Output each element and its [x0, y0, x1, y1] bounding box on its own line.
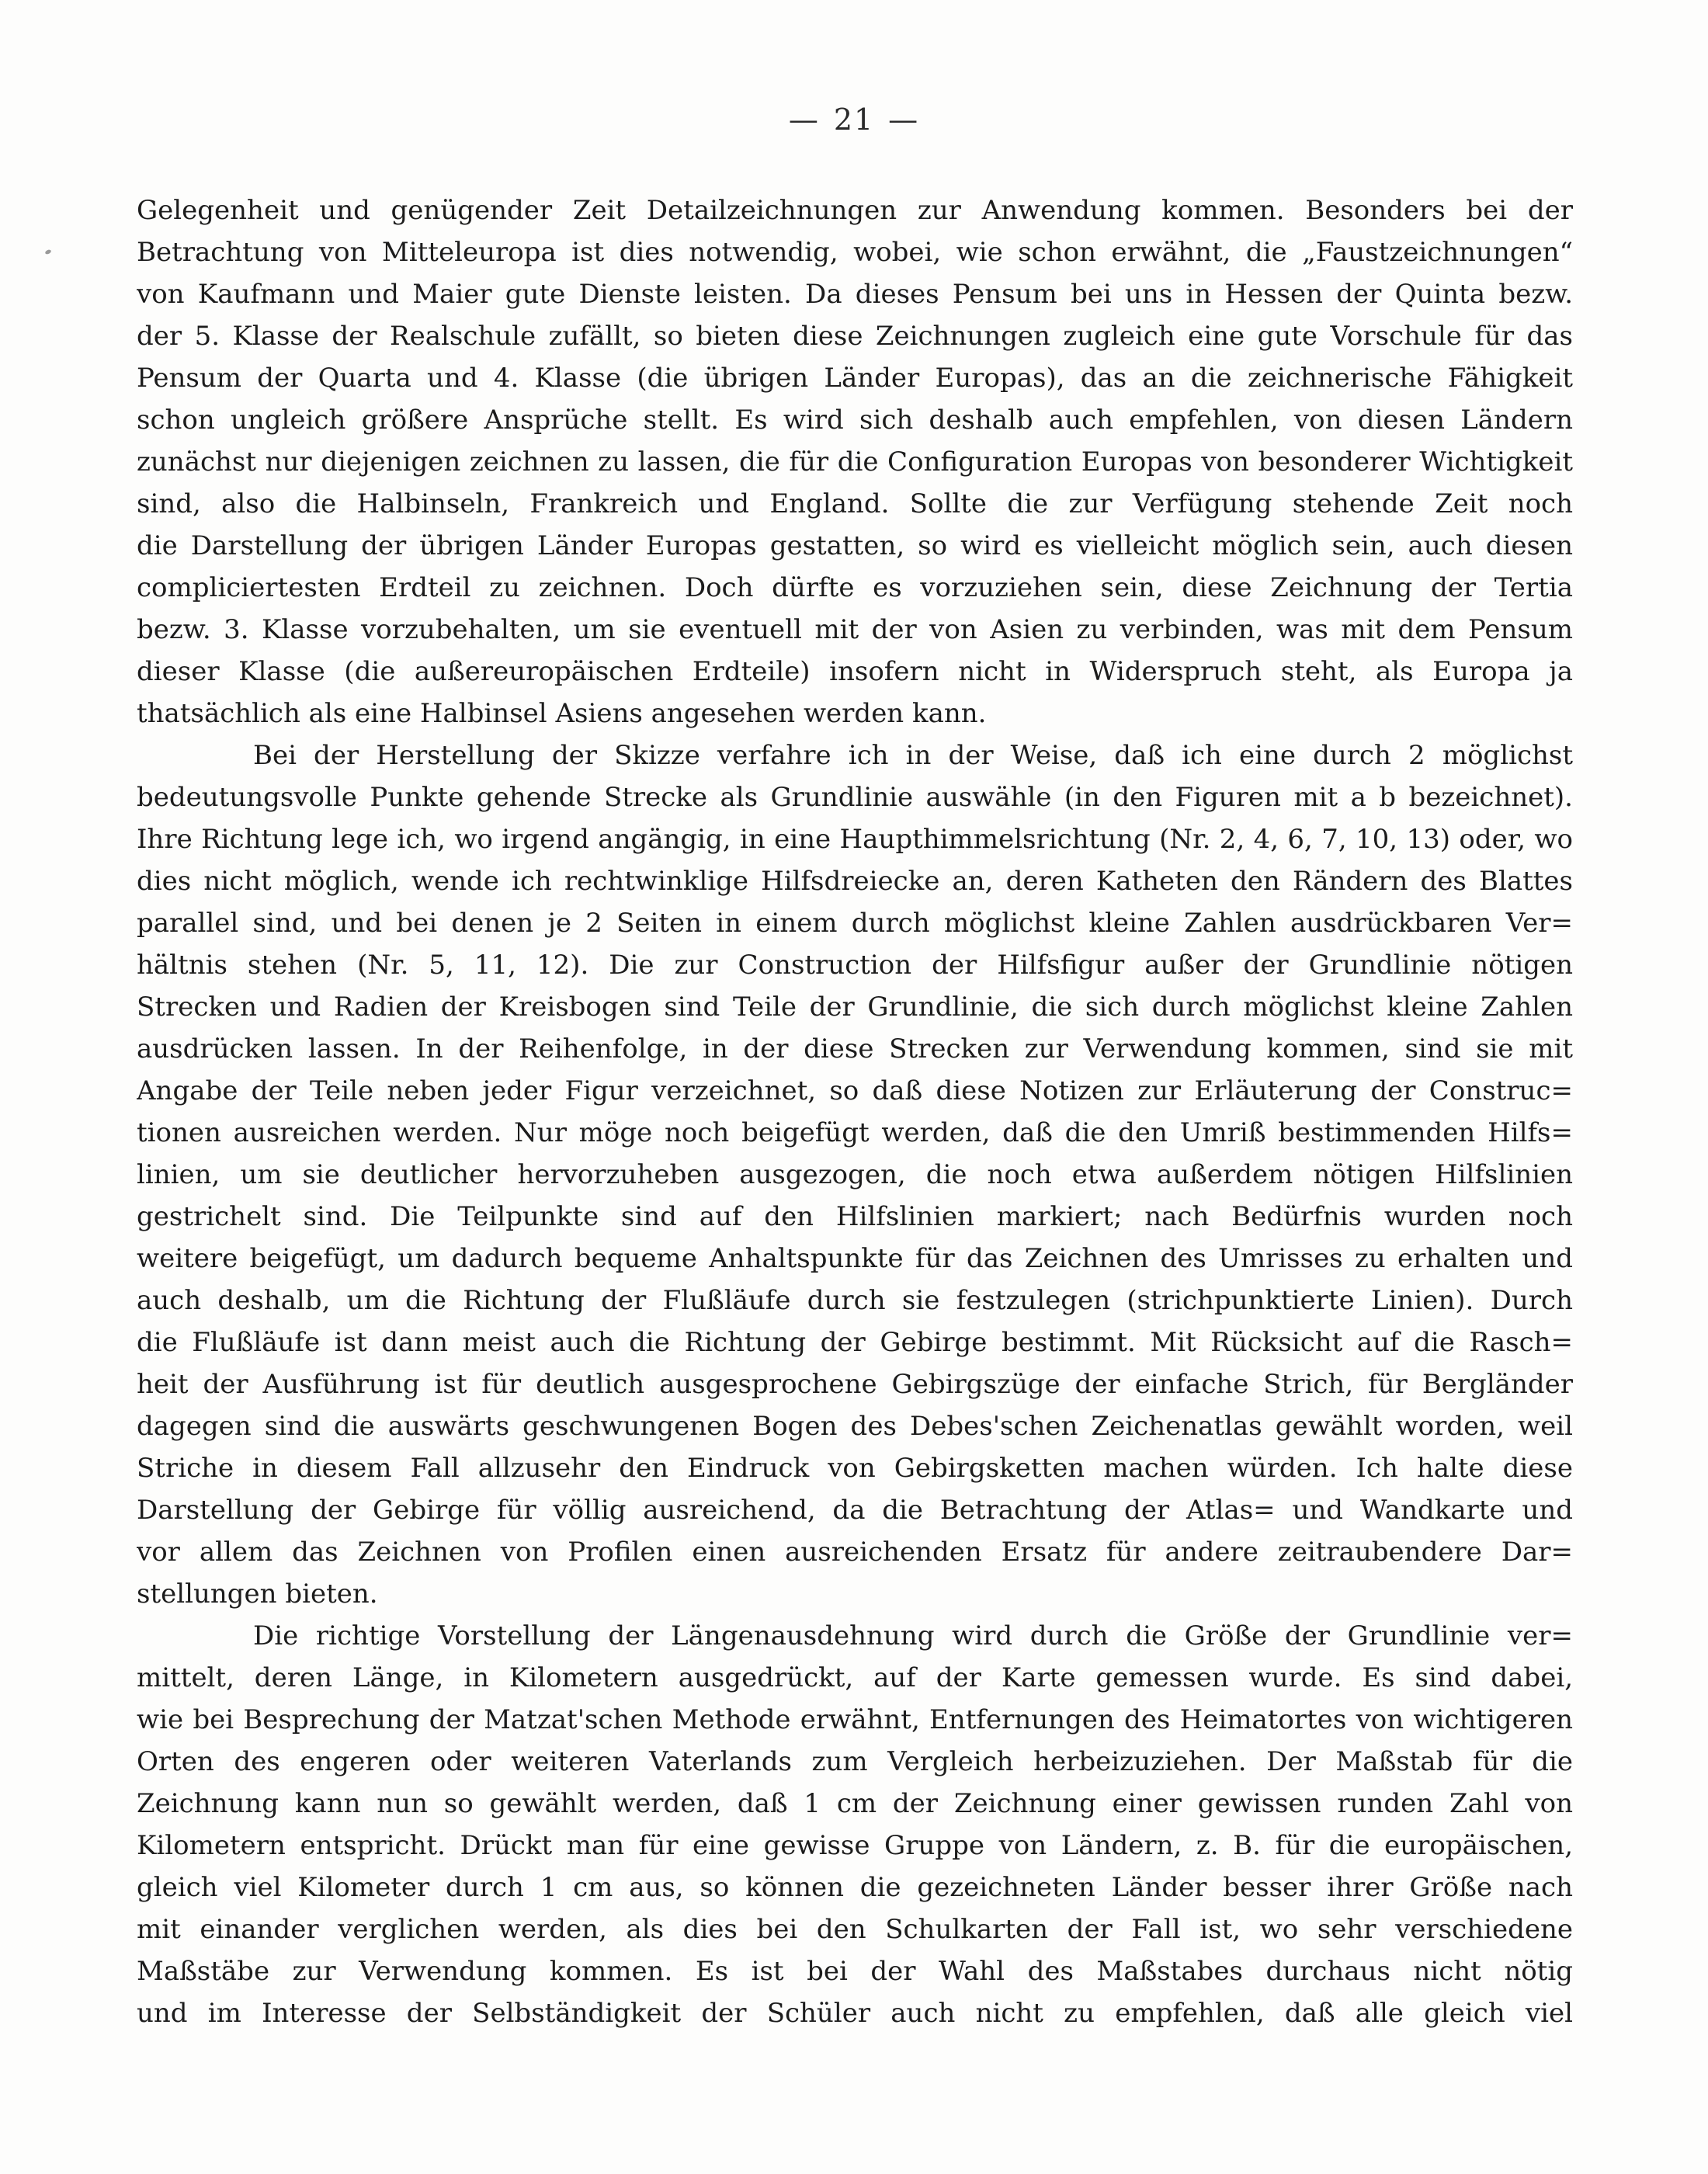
text-line: heit der Ausführung ist für deutlich ausgesprochene Gebirgszüge der einfache Strich, für Bergländer — [137, 1369, 1573, 1400]
text-line: Kilometern entspricht. Drückt man für eine gewisse Gruppe von Ländern, z. B. für die europäischen, — [137, 1830, 1573, 1861]
page-number-dash-right: — — [888, 102, 920, 137]
text-line-paragraph-start: Bei der Herstellung der Skizze verfahre ich in der Weise, daß ich eine durch 2 möglichst — [253, 740, 1573, 771]
text-line: dieser Klasse (die außereuropäischen Erdteile) insofern nicht in Widerspruch steht, als Europa ja — [137, 656, 1573, 687]
text-line: die Flußläufe ist dann meist auch die Richtung der Gebirge bestimmt. Mit Rücksicht auf die Rasch= — [137, 1327, 1573, 1358]
text-line: Zeichnung kann nun so gewählt werden, daß 1 cm der Zeichnung einer gewissen runden Zahl von — [137, 1788, 1573, 1819]
text-line-paragraph-end: stellungen bieten. — [137, 1578, 378, 1610]
text-line: zunächst nur diejenigen zeichnen zu lassen, die für die Configuration Europas von besonderer Wichtigkeit — [137, 446, 1573, 478]
text-line: Darstellung der Gebirge für völlig ausreichend, da die Betrachtung der Atlas= und Wandkarte und — [137, 1495, 1573, 1526]
text-line: sind, also die Halbinseln, Frankreich und England. Sollte die zur Verfügung stehende Zeit noch — [137, 488, 1573, 519]
text-line: wie bei Besprechung der Matzat'schen Methode erwähnt, Entfernungen des Heimatortes von wichtigeren — [137, 1704, 1573, 1735]
page-number-dash-left: — — [788, 102, 820, 137]
text-line: dies nicht möglich, wende ich rechtwinklige Hilfsdreiecke an, deren Katheten den Rändern des Blattes — [137, 866, 1573, 897]
text-line: Betrachtung von Mitteleuropa ist dies notwendig, wobei, wie schon erwähnt, die „Faustzeichnungen“ — [137, 237, 1573, 268]
text-line: gestrichelt sind. Die Teilpunkte sind auf den Hilfslinien markiert; nach Bedürfnis wurden noch — [137, 1201, 1573, 1232]
text-line: von Kaufmann und Maier gute Dienste leisten. Da dieses Pensum bei uns in Hessen der Quinta bezw. — [137, 279, 1573, 310]
text-line: mit einander verglichen werden, als dies bei den Schulkarten der Fall ist, wo sehr verschiedene — [137, 1914, 1573, 1945]
margin-mark — [44, 249, 51, 255]
text-line: bezw. 3. Klasse vorzubehalten, um sie eventuell mit der von Asien zu verbinden, was mit dem Pensum — [137, 614, 1573, 645]
text-line: weitere beigefügt, um dadurch bequeme Anhaltspunkte für das Zeichnen des Umrisses zu erhalten und — [137, 1243, 1573, 1274]
text-line: Gelegenheit und genügender Zeit Detailzeichnungen zur Anwendung kommen. Besonders bei der — [137, 195, 1573, 226]
text-line: hältnis stehen (Nr. 5, 11, 12). Die zur Construction der Hilfsfigur außer der Grundlinie nötigen — [137, 950, 1573, 981]
text-line: die Darstellung der übrigen Länder Europas gestatten, so wird es vielleicht möglich sein, auch diesen — [137, 530, 1573, 561]
text-line: Pensum der Quarta und 4. Klasse (die übrigen Länder Europas), das an die zeichnerische Fähigkeit — [137, 363, 1573, 394]
text-line: ausdrücken lassen. In der Reihenfolge, in der diese Strecken zur Verwendung kommen, sind sie mit — [137, 1033, 1573, 1064]
text-line: gleich viel Kilometer durch 1 cm aus, so können die gezeichneten Länder besser ihrer Größe nach — [137, 1872, 1573, 1903]
text-line: dagegen sind die auswärts geschwungenen Bogen des Debes'schen Zeichenatlas gewählt worden, weil — [137, 1411, 1573, 1442]
text-line: auch deshalb, um die Richtung der Flußläufe durch sie festzulegen (strichpunktierte Linien). Durch — [137, 1285, 1573, 1316]
text-line: der 5. Klasse der Realschule zufällt, so bieten diese Zeichnungen zugleich eine gute Vorschule für das — [137, 321, 1573, 352]
text-line: Striche in diesem Fall allzusehr den Eindruck von Gebirgsketten machen würden. Ich halte diese — [137, 1453, 1573, 1484]
page-number-value: 21 — [833, 102, 875, 137]
text-line: Orten des engeren oder weiteren Vaterlands zum Vergleich herbeizuziehen. Der Maßstab für die — [137, 1746, 1573, 1777]
text-line: Angabe der Teile neben jeder Figur verzeichnet, so daß diese Notizen zur Erläuterung der Construc= — [137, 1075, 1573, 1106]
text-line: bedeutungsvolle Punkte gehende Strecke als Grundlinie auswähle (in den Figuren mit a b bezeichnet). — [137, 782, 1573, 813]
text-line: linien, um sie deutlicher hervorzuheben ausgezogen, die noch etwa außerdem nötigen Hilfslinien — [137, 1159, 1573, 1190]
text-line: tionen ausreichen werden. Nur möge noch beigefügt werden, daß die den Umriß bestimmenden Hilfs= — [137, 1117, 1573, 1148]
text-line-paragraph-end: thatsächlich als eine Halbinsel Asiens angesehen werden kann. — [137, 698, 987, 729]
text-line: parallel sind, und bei denen je 2 Seiten in einem durch möglichst kleine Zahlen ausdrückbaren Ver= — [137, 908, 1573, 939]
text-line: schon ungleich größere Ansprüche stellt. Es wird sich deshalb auch empfehlen, von diesen Ländern — [137, 405, 1573, 436]
text-line-paragraph-start: Die richtige Vorstellung der Längenausdehnung wird durch die Größe der Grundlinie ver= — [253, 1620, 1573, 1651]
page-number — [0, 102, 1708, 137]
text-line: compliciertesten Erdteil zu zeichnen. Doch dürfte es vorzuziehen sein, diese Zeichnung der Tertia — [137, 572, 1573, 603]
text-line: und im Interesse der Selbständigkeit der Schüler auch nicht zu empfehlen, daß alle gleich viel — [137, 1998, 1573, 2029]
text-line: mittelt, deren Länge, in Kilometern ausgedrückt, auf der Karte gemessen wurde. Es sind dabei, — [137, 1662, 1573, 1693]
text-line: vor allem das Zeichnen von Profilen einen ausreichenden Ersatz für andere zeitraubendere Dar= — [137, 1537, 1573, 1568]
body-text — [137, 189, 1573, 2034]
text-line: Maßstäbe zur Verwendung kommen. Es ist bei der Wahl des Maßstabes durchaus nicht nötig — [137, 1956, 1573, 1987]
text-line: Strecken und Radien der Kreisbogen sind Teile der Grundlinie, die sich durch möglichst kleine Zahlen — [137, 991, 1573, 1023]
text-line: Ihre Richtung lege ich, wo irgend angängig, in eine Haupthimmelsrichtung (Nr. 2, 4, 6, 7, 10, 13) oder, wo — [137, 824, 1573, 855]
